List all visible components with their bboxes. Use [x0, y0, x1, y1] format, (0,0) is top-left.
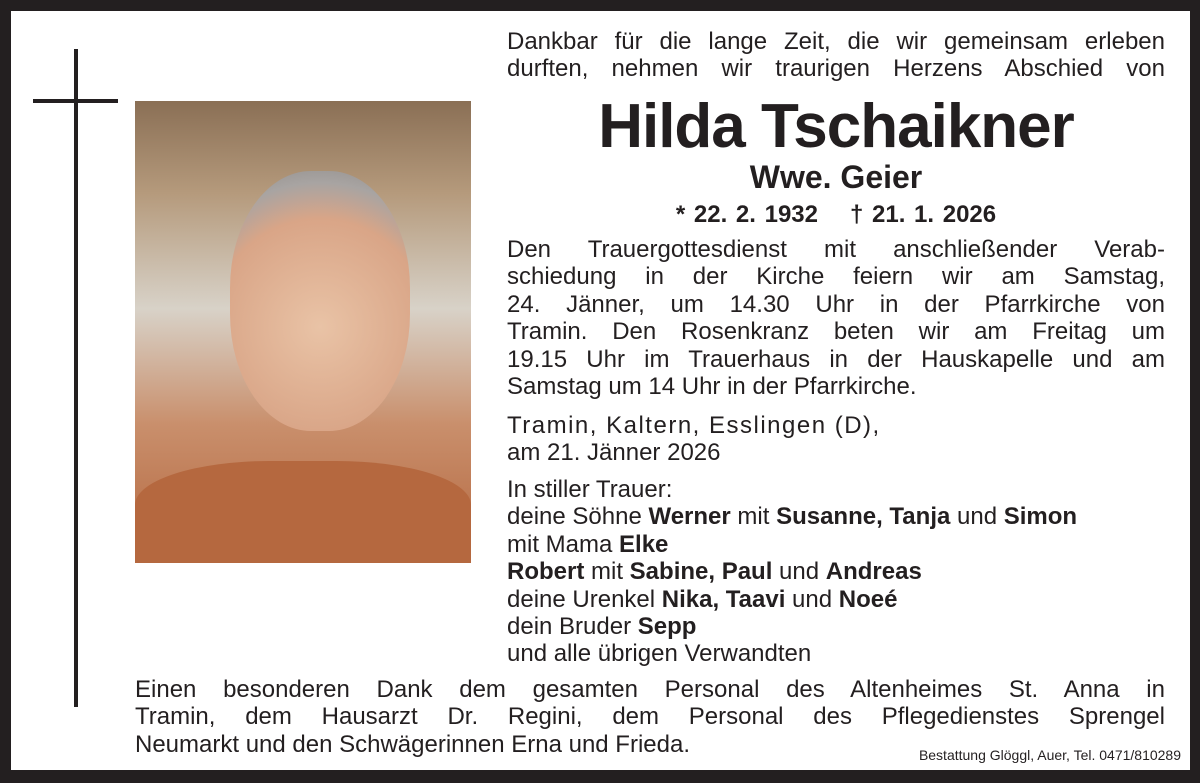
service-line: schiedung in der Kirche feiern wir am Samstag,: [507, 263, 1165, 291]
mourners-line: dein Bruder Sepp: [507, 613, 697, 641]
thanks-line: Einen besonderen Dank dem gesamten Personal des Altenheimes St. Anna in: [135, 676, 1165, 703]
service-line: Tramin. Den Rosenkranz beten wir am Freitag um: [507, 318, 1165, 346]
service-line: 19.15 Uhr im Trauerhaus in der Hauskapelle und am: [507, 345, 1165, 373]
portrait-photo: [135, 101, 471, 563]
mourners-line: deine Urenkel Nika, Taavi und Noeé: [507, 585, 898, 613]
service-info: [507, 236, 1165, 400]
birth-date: * 22. 2. 1932: [675, 201, 818, 228]
intro-line: durften, nehmen wir traurigen Herzens Abschied von: [507, 55, 1165, 83]
mourners-line: mit Mama Elke: [507, 530, 669, 558]
date-line: am 21. Jänner 2026: [507, 439, 721, 467]
mourners-line: Robert mit Sabine, Paul und Andreas: [507, 558, 922, 586]
deceased-name: Hilda Tschaikner: [598, 92, 1074, 161]
mourners-line: deine Söhne Werner mit Susanne, Tanja und Simon: [507, 503, 1078, 531]
service-line: Samstag um 14 Uhr in der Pfarrkirche.: [507, 373, 917, 401]
death-date: † 21. 1. 2026: [850, 201, 997, 228]
service-line: 24. Jänner, um 14.30 Uhr in der Pfarrkirche von: [507, 290, 1165, 318]
mourners-heading: In stiller Trauer:: [507, 476, 673, 503]
service-line: Den Trauergottesdienst mit anschließender Verab-: [507, 236, 1165, 263]
thanks-line: Tramin, dem Hausarzt Dr. Regini, dem Personal des Pflegedienstes Sprengel: [135, 703, 1165, 731]
undertaker-contact: Bestattung Glöggl, Auer, Tel. 0471/810289: [918, 747, 1181, 763]
life-dates: [507, 200, 1165, 230]
thanks-line: Neumarkt und den Schwägerinnen Erna und Frieda.: [135, 730, 690, 758]
mourners-line: und alle übrigen Verwandten: [507, 640, 812, 668]
place-line: Tramin, Kaltern, Esslingen (D),: [507, 412, 881, 439]
place-date: [507, 412, 1165, 467]
widow-of: Wwe. Geier: [749, 159, 923, 195]
mourners: [507, 476, 1165, 668]
cross-icon-bar: [33, 99, 118, 103]
intro-text: [507, 28, 1165, 83]
intro-line: Dankbar für die lange Zeit, die wir gemeinsam erleben: [507, 28, 1165, 55]
cross-icon: [74, 49, 78, 707]
